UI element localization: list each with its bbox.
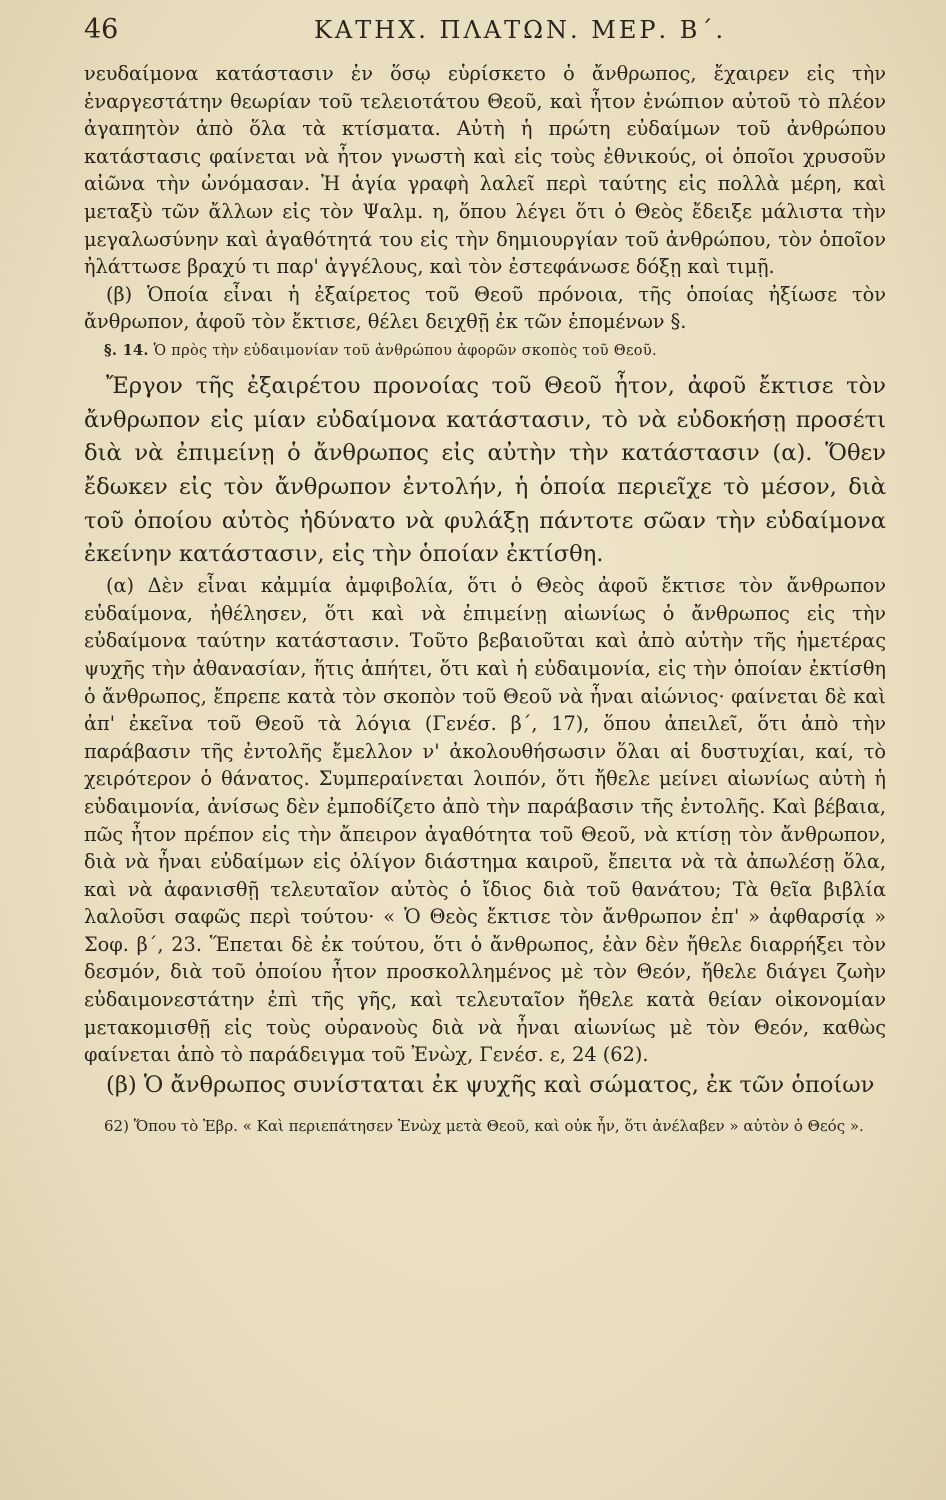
footnote: 62) Ὅπου τὸ Ἑβρ. « Καὶ περιεπάτησεν Ἐνὼχ μετὰ Θεοῦ, καὶ οὐκ ἦν, ὅτι ἀνέλαβεν » αὐτὸν ὁ Θεός ». bbox=[104, 1116, 864, 1135]
intro-paragraph: νευδαίμονα κατάστασιν ἐν ὅσῳ εὑρίσκετο ὁ ἄνθρωπος, ἔχαιρεν εἰς τὴν ἐναργεστάτην θεωρίαν τοῦ τελειοτάτου Θεοῦ, καὶ ἦτον ἐνώπιον αὐτοῦ τὸ πλέον ἀγαπητὸν ἀπὸ ὅλα τὰ κτίσματα. Αὐτὴ ἡ πρώτη εὐδαίμων τοῦ ἀνθρώπου κατάστασις φαίνεται νὰ ἦτον γνωστὴ καὶ εἰς τοὺς ἐθνικούς, οἱ ὁποῖοι χρυσοῦν αἰῶνα τὴν ὠνόμασαν. Ἡ ἁγία γραφὴ λαλεῖ περὶ ταύτης εἰς πολλὰ μέρη, καὶ μεταξὺ τῶν ἄλλων εἰς τὸν Ψαλμ. η, ὅπου λέγει ὅτι ὁ Θεὸς ἔδειξε μάλιστα τὴν μεγαλωσύνην καὶ ἀγαθότητά του εἰς τὴν δημιουργίαν τοῦ ἀνθρώπου, τὸν ὁποῖον ἠλάττωσε βραχύ τι παρ' ἀγγέλους, καὶ τὸν ἐστεφάνωσε δόξῃ καὶ τιμῇ. bbox=[84, 62, 886, 279]
section-number: §. 14. bbox=[104, 341, 149, 359]
notes-block bbox=[84, 572, 886, 1102]
page-number: 46 bbox=[84, 14, 119, 45]
footnote-separator bbox=[84, 1103, 886, 1115]
running-head: ΚΑΤΗΧ. ΠΛΑΤΩΝ. ΜΕΡ. Β΄. bbox=[314, 16, 727, 44]
note-b-paragraph: (β) Ὁποία εἶναι ἡ ἐξαίρετος τοῦ Θεοῦ πρόνοια, τῆς ὁποίας ἠξίωσε τὸν ἄνθρωπον, ἀφοῦ τὸν ἔκτισε, θέλει δειχθῇ ἐκ τῶν ἑπομένων §. bbox=[84, 282, 886, 334]
main-block bbox=[84, 370, 886, 572]
intro-block bbox=[84, 60, 886, 336]
section-heading bbox=[104, 340, 886, 362]
note-a-paragraph: (α) Δὲν εἶναι κἀμμία ἀμφιβολία, ὅτι ὁ Θεὸς ἀφοῦ ἔκτισε τὸν ἄνθρωπον εὐδαίμονα, ἠθέλησεν, ὅτι καὶ νὰ ἐπιμείνῃ αἰωνίως ὁ ἄνθρωπος εἰς τὴν εὐδαίμονα ταύτην κατάστασιν. Τοῦτο βεβαιοῦται καὶ ἀπὸ αὐτὴν τῆς ἡμετέρας ψυχῆς τὴν ἀθανασίαν, ἥτις ἀπήτει, ὅτι καὶ ἡ εὐδαιμονία, εἰς τὴν ὁποίαν ἐκτίσθη ὁ ἄνθρωπος, ἔπρεπε κατὰ τὸν σκοπὸν τοῦ Θεοῦ νὰ ἦναι αἰώνιος· φαίνεται δὲ καὶ ἀπ' ἐκεῖνα τοῦ Θεοῦ τὰ λόγια (Γενέσ. β΄, 17), ὅπου ἀπειλεῖ, ὅτι ἀπὸ τὴν παράβασιν τῆς ἐντολῆς ἔμελλον ν' ἀκολουθήσωσιν ὅλαι αἱ δυστυχίαι, καί, τὸ χειρότερον ὁ θάνατος. Συμπεραίνεται λοιπόν, ὅτι ἤθελε μείνει αἰωνίως αὐτὴ ἡ εὐδαιμονία, ἀνίσως δὲν ἐμποδίζετο ἀπὸ τὴν παράβασιν τῆς ἐντολῆς. Καὶ βέβαια, πῶς ἦτον πρέπον εἰς τὴν ἄπειρον ἀγαθότητα τοῦ Θεοῦ, νὰ κτίσῃ τὸν ἄνθρωπον, διὰ νὰ ἦναι εὐδαίμων εἰς ὀλίγον διάστημα καιροῦ, ἔπειτα νὰ τὰ ἀπωλέσῃ ὅλα, καὶ νὰ ἀφανισθῇ τελευταῖον αὐτὸς ὁ ἴδιος διὰ τοῦ θανάτου; Τὰ θεῖα βιβλία λαλοῦσι σαφῶς περὶ τούτου· « Ὁ Θεὸς ἔκτισε τὸν ἄνθρωπον ἐπ' » ἀφθαρσίᾳ » Σοφ. β΄, 23. Ἕπεται δὲ ἐκ τούτου, ὅτι ὁ ἄνθρωπος, ἐὰν δὲν ἤθελε διαρρήξει τὸν δεσμόν, διὰ τοῦ ὁποίου ἦτον προσκολλημένος μὲ τὸν Θεόν, ἤθελε διάγει ζωὴν εὐδαιμονεστάτην ἐπὶ τῆς γῆς, καὶ τελευταῖον ἤθελε κατὰ θείαν οἰκονομίαν μετακομισθῇ εἰς τοὺς οὐρανοὺς διὰ νὰ ἦναι αἰωνίως μὲ τὸν Θεόν, καθὼς φαίνεται ἀπὸ τὸ παράδειγμα τοῦ Ἐνὼχ, Γενέσ. ε, 24 (62). bbox=[84, 574, 886, 1067]
section-title: Ὁ πρὸς τὴν εὐδαιμονίαν τοῦ ἀνθρώπου ἀφορῶν σκοπὸς τοῦ Θεοῦ. bbox=[153, 342, 657, 359]
main-paragraph: Ἔργον τῆς ἐξαιρέτου προνοίας τοῦ Θεοῦ ἦτον, ἀφοῦ ἔκτισε τὸν ἄνθρωπον εἰς μίαν εὐδαίμονα κατάστασιν, τὸ νὰ εὐδοκήσῃ προσέτι διὰ νὰ ἐπιμείνῃ ὁ ἄνθρωπος εἰς αὐτὴν τὴν κατάστασιν (α). Ὅθεν ἔδωκεν εἰς τὸν ἄνθρωπον ἐντολήν, ἡ ὁποία περιεῖχε τὸ μέσον, διὰ τοῦ ὁποίου αὐτὸς ἠδύνατο νὰ φυλάξῃ πάντοτε σῶαν τὴν εὐδαίμονα ἐκείνην κατάστασιν, εἰς τὴν ὁποίαν ἐκτίσθη. bbox=[84, 372, 886, 568]
page-header bbox=[84, 14, 886, 60]
last-paragraph: (β) Ὁ ἄνθρωπος συνίσταται ἐκ ψυχῆς καὶ σώματος, ἐκ τῶν ὁποίων bbox=[106, 1071, 875, 1098]
